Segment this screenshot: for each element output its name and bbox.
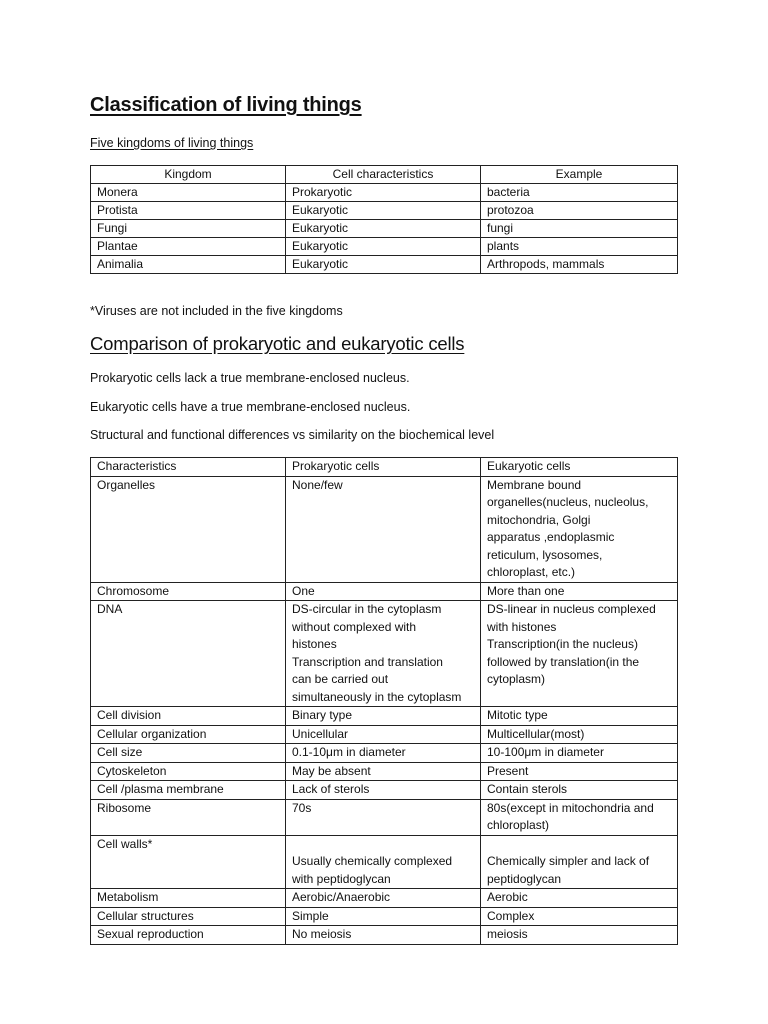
viruses-note: *Viruses are not included in the five kingdoms — [90, 304, 343, 318]
cell-text: Eukaryotic — [292, 221, 349, 235]
table-row — [91, 799, 678, 835]
cell-text: fungi — [487, 221, 514, 235]
table-row — [91, 238, 678, 256]
cell-text: meiosis — [487, 927, 528, 941]
table-cell — [481, 220, 678, 238]
table-cell — [481, 907, 678, 926]
paragraph-prokaryotic: Prokaryotic cells lack a true membrane-enclosed nucleus. — [90, 371, 410, 385]
table-row — [91, 707, 678, 726]
cell-text: Mitotic type — [487, 708, 548, 722]
kingdoms-subtitle: Five kingdoms of living things — [90, 136, 254, 150]
table-cell — [91, 601, 286, 707]
table-cell — [91, 476, 286, 582]
table-cell — [286, 601, 481, 707]
table-row — [91, 202, 678, 220]
table-header-row — [91, 458, 678, 477]
cell-text: Prokaryotic — [292, 185, 353, 199]
table-row — [91, 781, 678, 800]
cell-text: Sexual reproduction — [97, 927, 204, 941]
table-cell — [481, 781, 678, 800]
table-cell — [481, 725, 678, 744]
cell-text: Usually chemically complexed with peptidoglycan — [292, 854, 453, 886]
cell-text: Organelles — [97, 477, 156, 492]
cell-text: Cell /plasma membrane — [97, 782, 224, 796]
cell-text: Lack of sterols — [292, 782, 370, 796]
table-row — [91, 889, 678, 908]
table-cell — [286, 781, 481, 800]
table-row — [91, 184, 678, 202]
cell-text: Present — [487, 763, 529, 778]
cell-text: Metabolism — [97, 890, 159, 904]
table-cell — [91, 725, 286, 744]
table-row — [91, 256, 678, 274]
cell-text: Plantae — [97, 239, 138, 253]
cell-text: Protista — [97, 203, 138, 217]
table-cell — [91, 835, 286, 889]
table-cell — [286, 762, 481, 781]
column-header: Characteristics — [91, 458, 286, 477]
cell-text: 70s — [292, 800, 312, 815]
cell-text: Complex — [487, 908, 535, 923]
table-row — [91, 220, 678, 238]
cell-text: plants — [487, 239, 520, 253]
cell-text: Cell division — [97, 708, 162, 722]
cell-text: Contain sterols — [487, 782, 568, 796]
cell-text: One — [292, 583, 315, 598]
table-cell — [91, 184, 286, 202]
cell-text: Eukaryotic — [292, 239, 349, 253]
table-cell — [91, 799, 286, 835]
cell-text: Chemically simpler and lack of peptidoglycan — [487, 854, 650, 886]
table-cell — [481, 762, 678, 781]
table-row — [91, 725, 678, 744]
table-cell — [481, 744, 678, 763]
table-row — [91, 601, 678, 707]
cell-text: Multicellular(most) — [487, 726, 585, 741]
cell-text: Cell size — [97, 745, 143, 759]
table-row — [91, 835, 678, 889]
table-cell — [91, 762, 286, 781]
table-cell — [286, 582, 481, 601]
table-row — [91, 476, 678, 582]
table-cell — [286, 256, 481, 274]
table-row — [91, 744, 678, 763]
table-row — [91, 907, 678, 926]
table-cell — [91, 907, 286, 926]
table-cell — [286, 476, 481, 582]
cell-text: Aerobic/Anaerobic — [292, 890, 391, 904]
cell-text: Unicellular — [292, 726, 349, 741]
table-cell — [91, 256, 286, 274]
cell-text: None/few — [292, 477, 343, 492]
cell-text: protozoa — [487, 203, 534, 217]
column-header: Cell characteristics — [286, 166, 481, 184]
paragraph-differences: Structural and functional differences vs similarity on the biochemical level — [90, 428, 495, 442]
table-cell — [91, 202, 286, 220]
table-cell — [481, 238, 678, 256]
table-cell — [481, 926, 678, 945]
cell-text: Cellular organization — [97, 726, 207, 741]
cell-text: DNA — [97, 602, 123, 616]
cell-text: 10-100μm in diameter — [487, 745, 604, 759]
cell-text: May be absent — [292, 763, 371, 778]
cell-text: Cytoskeleton — [97, 763, 167, 778]
table-cell — [481, 835, 678, 889]
table-cell — [91, 582, 286, 601]
column-header: Prokaryotic cells — [286, 458, 481, 477]
section-title: Comparison of prokaryotic and eukaryotic cells — [90, 333, 465, 354]
table-cell — [286, 926, 481, 945]
cell-text: 80s(except in mitochondria and chloroplast) — [487, 800, 654, 832]
table-cell — [286, 835, 481, 889]
cell-text: Cell walls* — [97, 836, 153, 851]
table-cell — [286, 184, 481, 202]
cell-text: Animalia — [97, 257, 144, 271]
page-title: Classification of living things — [90, 94, 362, 116]
cell-text: Fungi — [97, 221, 128, 235]
table-cell — [286, 799, 481, 835]
table-cell — [481, 256, 678, 274]
cell-text: Arthropods, mammals — [487, 257, 605, 271]
cell-text: Aerobic — [487, 890, 528, 904]
table-cell — [481, 707, 678, 726]
cell-text: No meiosis — [292, 927, 352, 941]
cell-text: More than one — [487, 583, 565, 598]
comparison-table — [90, 457, 678, 945]
column-header: Kingdom — [91, 166, 286, 184]
table-cell — [286, 202, 481, 220]
table-cell — [91, 926, 286, 945]
cell-text: Simple — [292, 908, 329, 923]
table-header-row — [91, 166, 678, 184]
table-cell — [91, 781, 286, 800]
cell-text: 0.1-10μm in diameter — [292, 745, 406, 759]
table-cell — [91, 220, 286, 238]
table-cell — [481, 799, 678, 835]
cell-text: Binary type — [292, 708, 353, 722]
table-cell — [91, 889, 286, 908]
table-row — [91, 582, 678, 601]
cell-text: Monera — [97, 185, 138, 199]
table-cell — [286, 725, 481, 744]
table-cell — [286, 220, 481, 238]
table-cell — [91, 744, 286, 763]
cell-text: Cellular structures — [97, 908, 194, 923]
cell-text: Eukaryotic — [292, 203, 349, 217]
cell-text: Eukaryotic — [292, 257, 349, 271]
table-row — [91, 762, 678, 781]
table-cell — [286, 889, 481, 908]
table-cell — [286, 707, 481, 726]
table-cell — [481, 184, 678, 202]
paragraph-eukaryotic: Eukaryotic cells have a true membrane-enclosed nucleus. — [90, 400, 411, 414]
table-cell — [286, 238, 481, 256]
table-cell — [91, 238, 286, 256]
kingdoms-table — [90, 165, 678, 274]
table-cell — [481, 476, 678, 582]
table-row — [91, 926, 678, 945]
cell-text: Ribosome — [97, 800, 152, 815]
table-cell — [286, 744, 481, 763]
table-cell — [481, 202, 678, 220]
column-header: Eukaryotic cells — [481, 458, 678, 477]
table-cell — [481, 582, 678, 601]
column-header: Example — [481, 166, 678, 184]
cell-text: DS-linear in nucleus complexed with histones Transcription(in the nucleus) followed by translation(in the cytoplasm) — [487, 602, 656, 686]
table-cell — [91, 707, 286, 726]
table-cell — [481, 601, 678, 707]
cell-text: bacteria — [487, 185, 530, 199]
cell-text: Membrane bound organelles(nucleus, nucleolus, mitochondria, Golgi apparatus ,endoplasmic reticulum, lysosomes, chloroplast, etc.) — [487, 477, 649, 579]
table-cell — [481, 889, 678, 908]
table-cell — [286, 907, 481, 926]
cell-text: Chromosome — [97, 583, 170, 598]
cell-text: DS-circular in the cytoplasm without complexed with histones Transcription and translation can be carried out simultaneously in the cytoplasm — [292, 602, 462, 704]
